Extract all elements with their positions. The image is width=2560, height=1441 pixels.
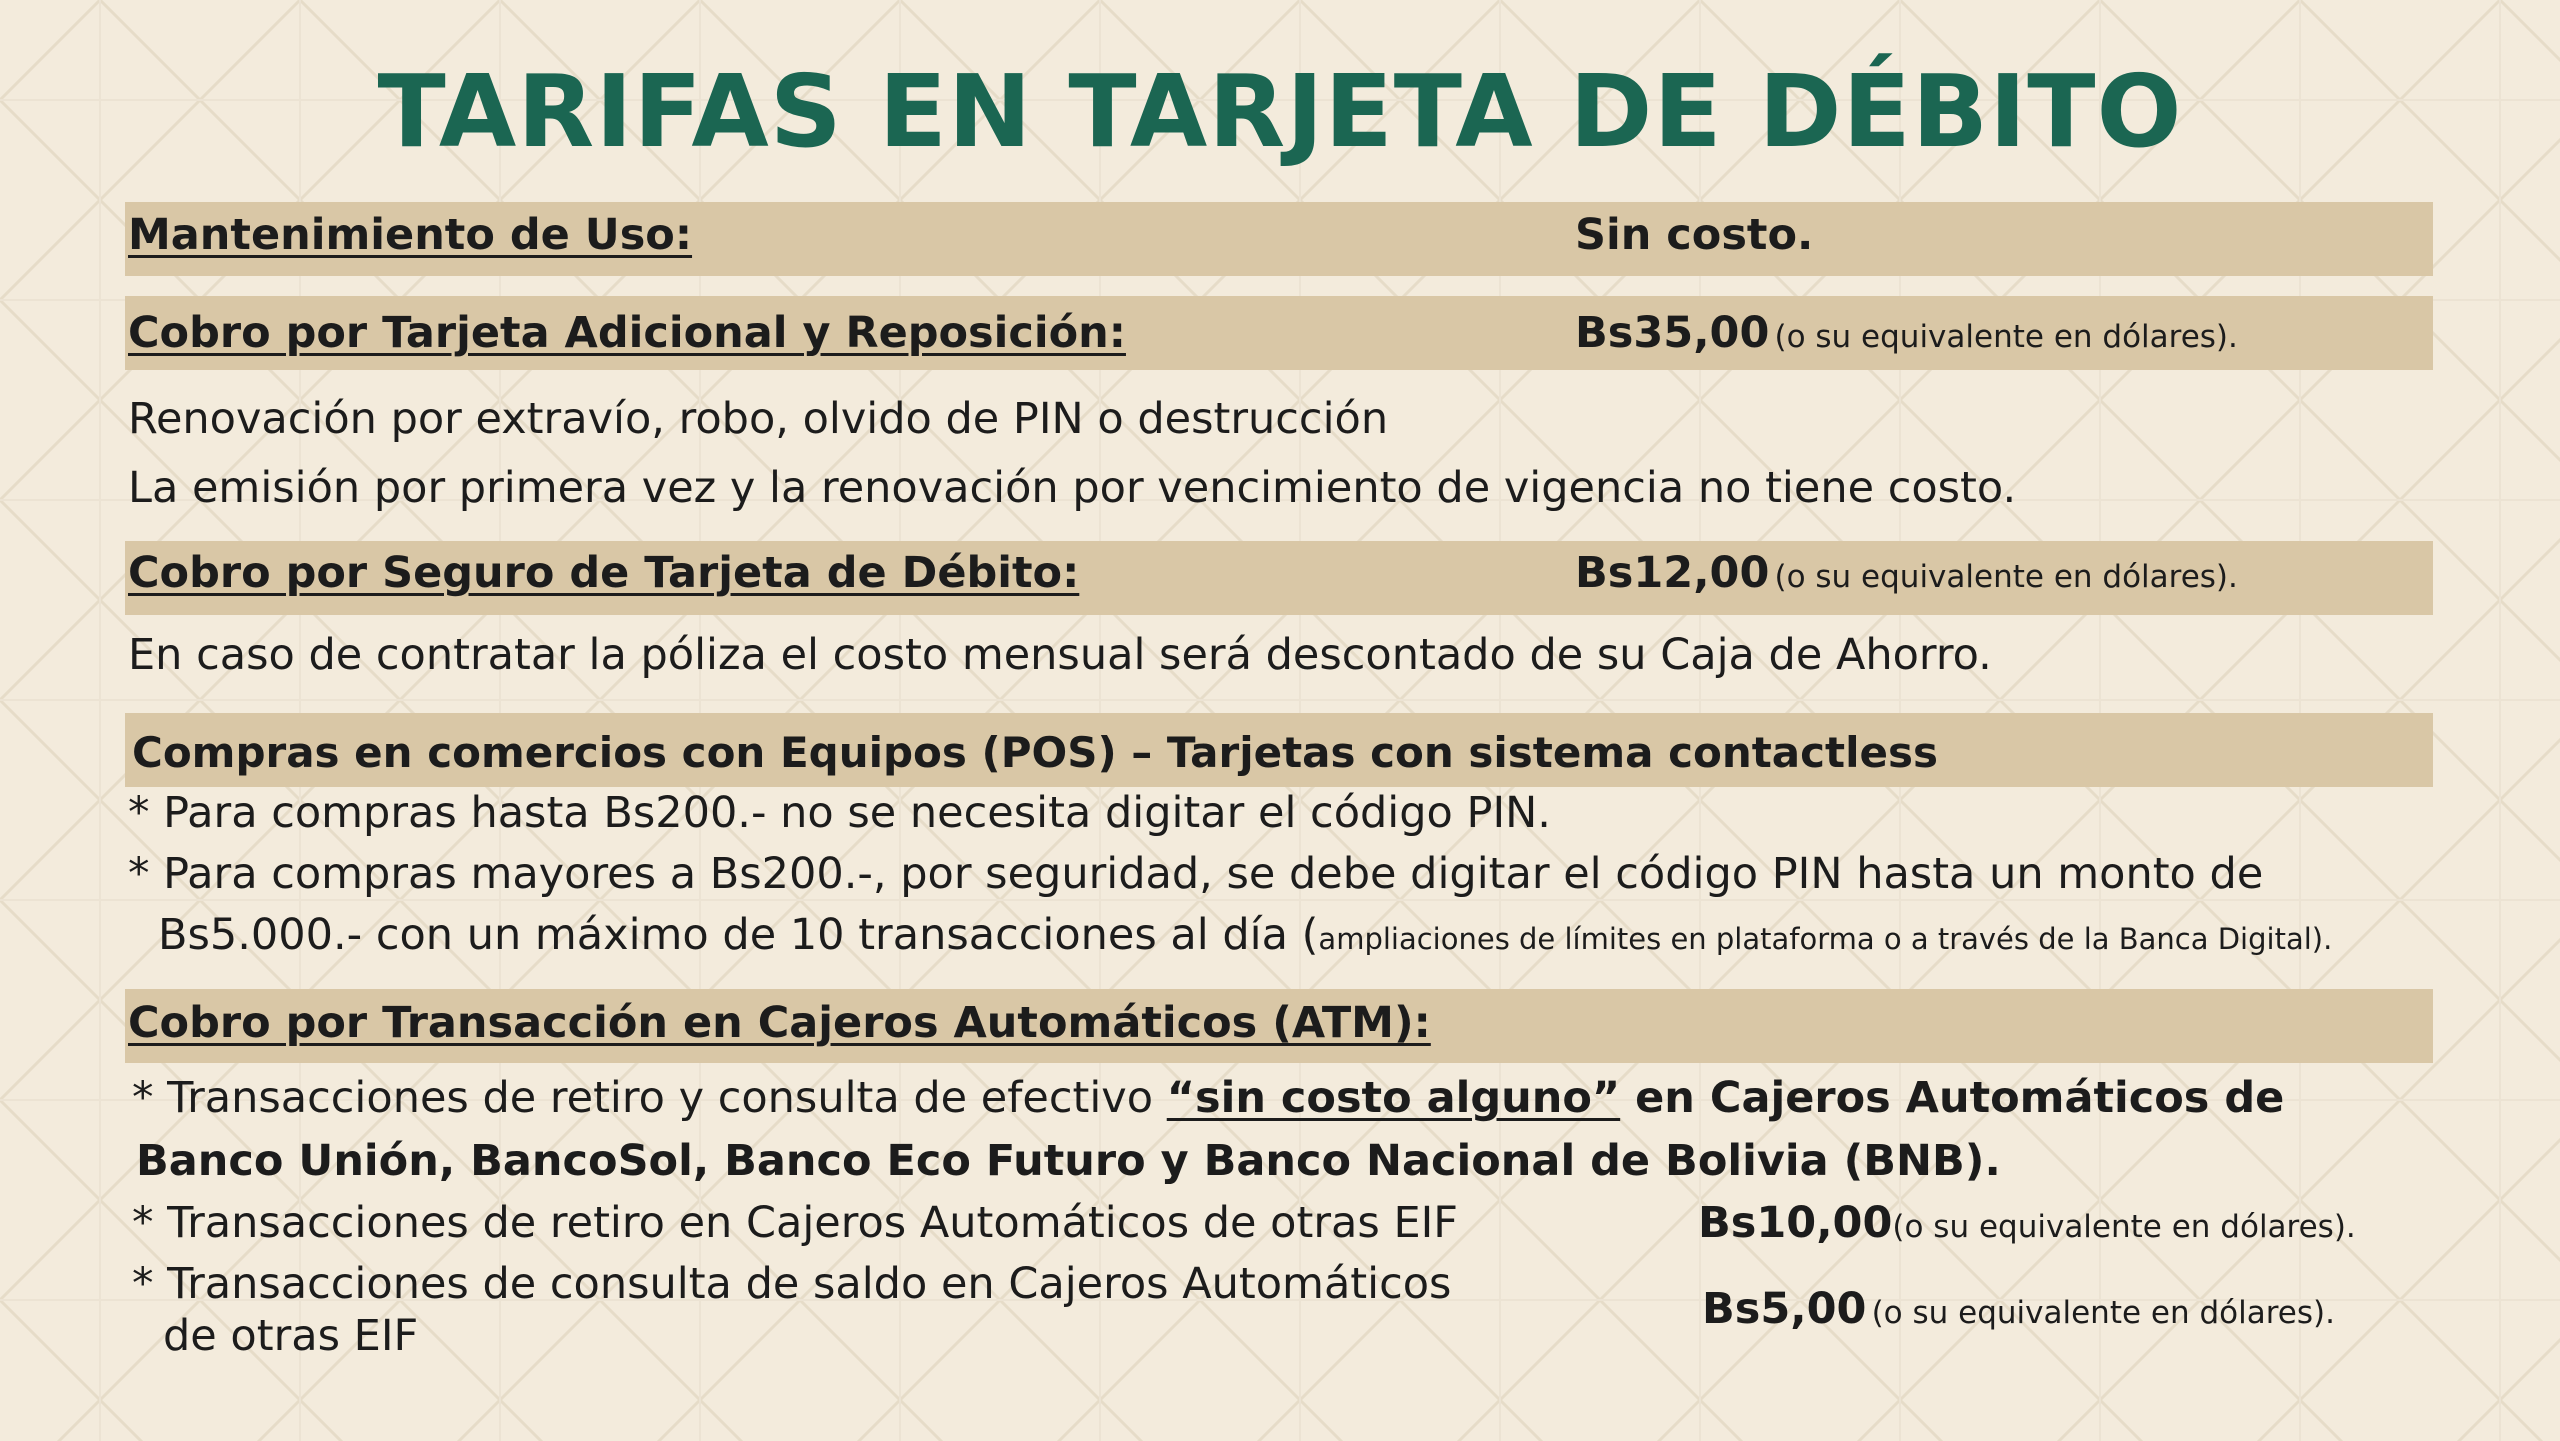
insurance-note: (o su equivalente en dólares).: [1774, 559, 2238, 595]
pos-item-2-main: Bs5.000.- con un máximo de 10 transacciones al día (: [158, 910, 1319, 960]
atm-item-1-prefix: * Transacciones de retiro y consulta de efectivo: [132, 1073, 1167, 1123]
insurance-line-1: En caso de contratar la póliza el costo mensual será descontado de su Caja de Ahorro.: [128, 630, 1992, 680]
additional-card-label: Cobro por Tarjeta Adicional y Reposición:: [128, 308, 1126, 358]
pos-item-2-small: ampliaciones de límites en plataforma o a través de la Banca Digital).: [1318, 922, 2333, 956]
atm-item-2-price-group: [1698, 1198, 2356, 1250]
additional-card-line-2: La emisión por primera vez y la renovación por vencimiento de vigencia no tiene costo.: [128, 463, 2017, 513]
atm-item-1-highlight: “sin costo alguno”: [1166, 1073, 1621, 1123]
atm-item-2: * Transacciones de retiro en Cajeros Automáticos de otras EIF: [132, 1198, 1459, 1248]
atm-item-2-note: (o su equivalente en dólares).: [1892, 1209, 2356, 1245]
atm-item-1-line-2: Banco Unión, BancoSol, Banco Eco Futuro y Banco Nacional de Bolivia (BNB).: [136, 1136, 2001, 1186]
atm-label: Cobro por Transacción en Cajeros Automáticos (ATM):: [128, 998, 1431, 1048]
atm-item-3-line-1: * Transacciones de consulta de saldo en Cajeros Automáticos: [132, 1259, 1452, 1309]
pos-item-2-line-1: * Para compras mayores a Bs200.-, por seguridad, se debe digitar el código PIN hasta un monto de: [128, 849, 2264, 899]
additional-card-price-group: [1575, 308, 2238, 360]
insurance-price-group: [1575, 548, 2238, 600]
additional-card-price: Bs35,00: [1575, 308, 1770, 358]
atm-item-3-line-2: de otras EIF: [163, 1311, 419, 1361]
pos-item-2-line-2: [158, 910, 2332, 962]
pos-item-1: * Para compras hasta Bs200.- no se necesita digitar el código PIN.: [128, 788, 1551, 838]
maintenance-label: Mantenimiento de Uso:: [128, 210, 693, 260]
additional-card-note: (o su equivalente en dólares).: [1774, 319, 2238, 355]
additional-card-line-1: Renovación por extravío, robo, olvido de PIN o destrucción: [128, 394, 1389, 444]
pos-label: Compras en comercios con Equipos (POS) – Tarjetas con sistema contactless: [132, 728, 1938, 777]
atm-item-1-line-1: [132, 1073, 2284, 1125]
page-title: TARIFAS EN TARJETA DE DÉBITO: [377, 53, 2183, 170]
insurance-price: Bs12,00: [1575, 548, 1770, 598]
atm-item-2-price: Bs10,00: [1698, 1198, 1893, 1248]
atm-item-1-suffix: en Cajeros Automáticos de: [1620, 1073, 2285, 1123]
maintenance-value: Sin costo.: [1575, 210, 1814, 260]
insurance-label: Cobro por Seguro de Tarjeta de Débito:: [128, 548, 1080, 598]
atm-item-3-note: (o su equivalente en dólares).: [1871, 1295, 2335, 1331]
atm-item-3-price-group: [1702, 1284, 2335, 1336]
atm-item-3-price: Bs5,00: [1702, 1284, 1867, 1334]
